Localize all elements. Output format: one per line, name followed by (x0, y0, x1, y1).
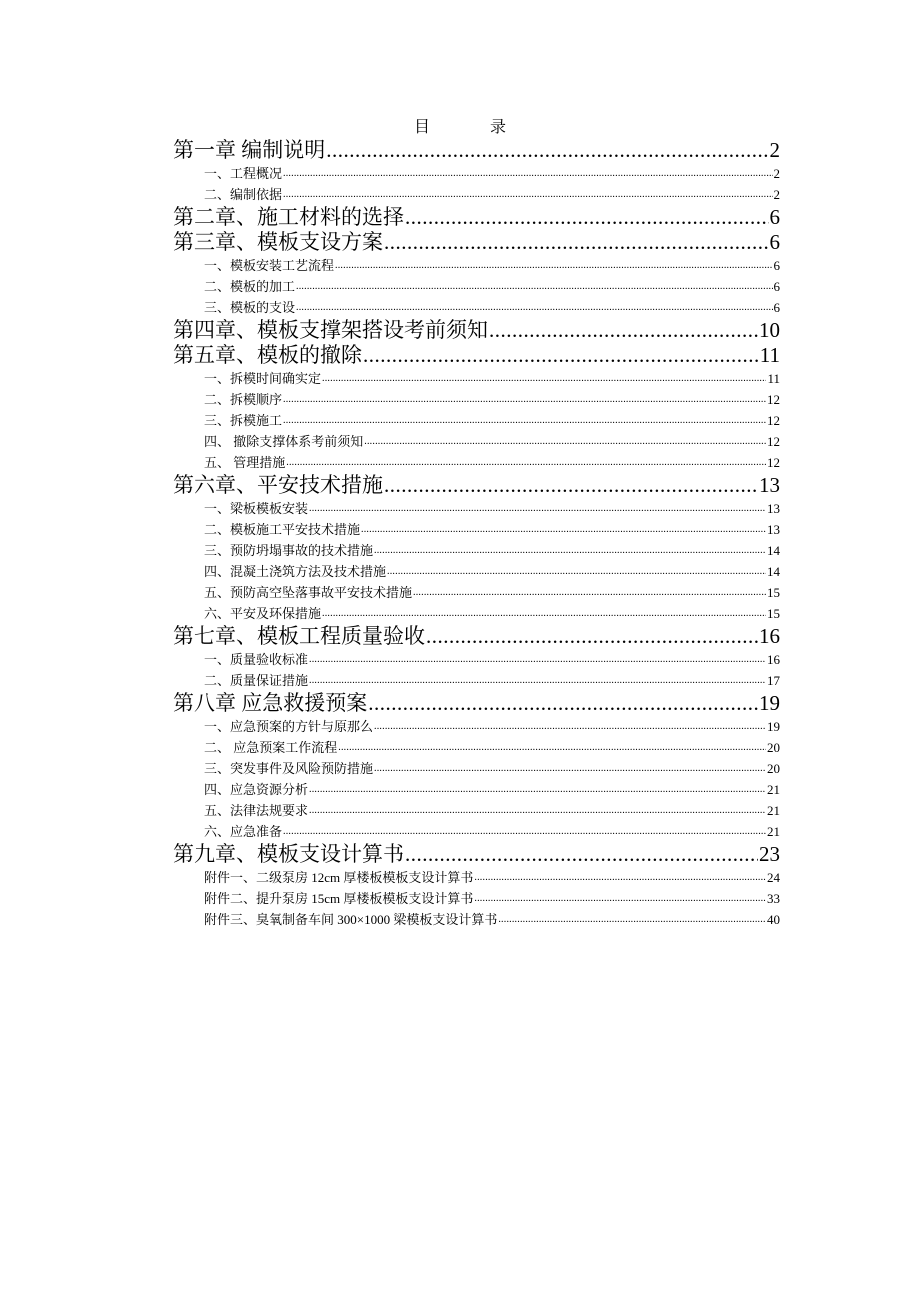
toc-page-number: 12 (767, 413, 780, 428)
toc-page-number: 12 (767, 455, 780, 470)
toc-dot-leader (426, 624, 758, 649)
toc-entry-label: 第四章、模板支撑架搭设考前须知 (173, 318, 488, 342)
toc-dot-leader (374, 540, 766, 561)
toc-entry-label: 第一章 编制说明 (173, 138, 326, 162)
toc-chapter-entry[interactable] (173, 318, 780, 343)
toc-page-number: 6 (769, 205, 780, 229)
toc-chapter-entry[interactable] (173, 205, 780, 230)
toc-entry-label: 第三章、模板支设方案 (173, 230, 383, 254)
toc-section-entry[interactable] (173, 737, 780, 758)
toc-dot-leader (309, 779, 766, 800)
toc-entry-label: 三、模板的支设 (204, 300, 296, 315)
toc-section-entry[interactable] (173, 909, 780, 930)
toc-chapter-entry[interactable] (173, 343, 780, 368)
toc-dot-leader (326, 138, 768, 163)
toc-entry-label: 三、拆模施工 (204, 413, 283, 428)
toc-dot-leader (309, 670, 766, 691)
toc-section-entry[interactable] (173, 582, 780, 603)
toc-section-entry[interactable] (173, 276, 780, 297)
toc-dot-leader (474, 867, 766, 888)
toc-dot-leader (363, 343, 759, 368)
toc-entry-label: 附件二、提升泵房 15cm 厚楼板模板支设计算书 (204, 891, 474, 906)
toc-page-number: 21 (767, 782, 780, 797)
toc-page-number: 16 (759, 624, 780, 648)
toc-dot-leader (283, 410, 766, 431)
toc-page-number: 20 (767, 761, 780, 776)
toc-entry-label: 第九章、模板支设计算书 (173, 842, 404, 866)
toc-dot-leader (405, 205, 769, 230)
toc-page-number: 13 (767, 501, 780, 516)
toc-entry-label: 二、模板的加工 (204, 279, 296, 294)
toc-entry-label: 三、预防坍塌事故的技术措施 (204, 543, 374, 558)
toc-page-number: 17 (767, 673, 780, 688)
toc-dot-leader (374, 758, 766, 779)
toc-chapter-entry[interactable] (173, 473, 780, 498)
toc-dot-leader (309, 498, 766, 519)
toc-entry-label: 二、模板施工平安技术措施 (204, 522, 361, 537)
toc-section-entry[interactable] (173, 867, 780, 888)
toc-page-number: 33 (767, 891, 780, 906)
toc-chapter-entry[interactable] (173, 842, 780, 867)
toc-chapter-entry[interactable] (173, 624, 780, 649)
toc-page-number: 16 (767, 652, 780, 667)
toc-entry-label: 五、 管理措施 (204, 455, 286, 470)
toc-dot-leader (322, 368, 766, 389)
toc-entry-label: 第八章 应急救援预案 (173, 691, 368, 715)
toc-page-number: 19 (767, 719, 780, 734)
toc-section-entry[interactable] (173, 716, 780, 737)
toc-entry-label: 一、应急预案的方针与原那么 (204, 719, 374, 734)
toc-section-entry[interactable] (173, 779, 780, 800)
toc-section-entry[interactable] (173, 431, 780, 452)
toc-page-number: 2 (773, 187, 780, 202)
toc-dot-leader (489, 318, 758, 343)
table-of-contents (173, 138, 780, 930)
toc-dot-leader (309, 800, 766, 821)
toc-entry-label: 第七章、模板工程质量验收 (173, 624, 425, 648)
toc-section-entry[interactable] (173, 561, 780, 582)
toc-entry-label: 五、法律法规要求 (204, 803, 309, 818)
toc-entry-label: 一、质量验收标准 (204, 652, 309, 667)
toc-page-number: 11 (767, 371, 780, 386)
toc-entry-label: 附件三、臭氧制备车间 300×1000 梁模板支设计算书 (204, 912, 498, 927)
toc-page-number: 11 (759, 343, 780, 367)
toc-dot-leader (498, 909, 766, 930)
toc-entry-label: 第五章、模板的撤除 (173, 343, 362, 367)
toc-page-number: 13 (759, 473, 780, 497)
toc-entry-label: 一、梁板模板安装 (204, 501, 309, 516)
toc-page-number: 12 (767, 392, 780, 407)
toc-section-entry[interactable] (173, 368, 780, 389)
toc-page-number: 10 (759, 318, 780, 342)
toc-dot-leader (283, 821, 766, 842)
toc-page-number: 40 (767, 912, 780, 927)
toc-section-entry[interactable] (173, 540, 780, 561)
toc-entry-label: 三、突发事件及风险预防措施 (204, 761, 374, 776)
toc-dot-leader (413, 582, 766, 603)
toc-dot-leader (384, 230, 769, 255)
toc-dot-leader (374, 716, 766, 737)
toc-chapter-entry[interactable] (173, 691, 780, 716)
toc-dot-leader (335, 255, 772, 276)
toc-entry-label: 六、平安及环保措施 (204, 606, 322, 621)
toc-entry-label: 第六章、平安技术措施 (173, 473, 383, 497)
toc-entry-label: 附件一、二级泵房 12cm 厚楼板模板支设计算书 (204, 870, 474, 885)
toc-section-entry[interactable] (173, 297, 780, 318)
toc-section-entry[interactable] (173, 800, 780, 821)
toc-entry-label: 二、编制依据 (204, 187, 283, 202)
toc-section-entry[interactable] (173, 821, 780, 842)
toc-page-number: 15 (767, 585, 780, 600)
toc-page-number: 2 (773, 166, 780, 181)
toc-page-number: 6 (773, 279, 780, 294)
toc-entry-label: 二、质量保证措施 (204, 673, 309, 688)
toc-page-number: 2 (769, 138, 780, 162)
toc-dot-leader (384, 473, 758, 498)
toc-section-entry[interactable] (173, 758, 780, 779)
toc-dot-leader (361, 519, 766, 540)
toc-section-entry[interactable] (173, 498, 780, 519)
toc-page-number: 21 (767, 824, 780, 839)
toc-section-entry[interactable] (173, 255, 780, 276)
toc-page-number: 20 (767, 740, 780, 755)
toc-dot-leader (364, 431, 766, 452)
toc-page-number: 6 (773, 300, 780, 315)
toc-dot-leader (338, 737, 766, 758)
toc-page-number: 21 (767, 803, 780, 818)
toc-entry-label: 二、拆模顺序 (204, 392, 283, 407)
toc-entry-label: 四、 撤除支撑体系考前须知 (204, 434, 364, 449)
toc-page-number: 19 (759, 691, 780, 715)
toc-page-number: 13 (767, 522, 780, 537)
toc-dot-leader (405, 842, 758, 867)
toc-section-entry[interactable] (173, 452, 780, 473)
toc-dot-leader (283, 184, 772, 205)
toc-section-entry[interactable] (173, 888, 780, 909)
toc-entry-label: 四、应急资源分析 (204, 782, 309, 797)
toc-section-entry[interactable] (173, 184, 780, 205)
toc-chapter-entry[interactable] (173, 230, 780, 255)
toc-entry-label: 一、模板安装工艺流程 (204, 258, 335, 273)
toc-dot-leader (368, 691, 758, 716)
toc-section-entry[interactable] (173, 519, 780, 540)
toc-entry-label: 六、应急准备 (204, 824, 283, 839)
toc-entry-label: 一、拆模时间确实定 (204, 371, 322, 386)
toc-dot-leader (296, 276, 772, 297)
toc-section-entry[interactable] (173, 410, 780, 431)
toc-page-number: 6 (773, 258, 780, 273)
toc-entry-label: 一、工程概况 (204, 166, 283, 181)
toc-page-number: 14 (767, 543, 780, 558)
toc-chapter-entry[interactable] (173, 138, 780, 163)
toc-entry-label: 第二章、施工材料的选择 (173, 205, 404, 229)
toc-entry-label: 四、混凝土浇筑方法及技术措施 (204, 564, 387, 579)
toc-dot-leader (286, 452, 766, 473)
toc-page-number: 12 (767, 434, 780, 449)
toc-page-number: 24 (767, 870, 780, 885)
toc-dot-leader (283, 389, 766, 410)
toc-dot-leader (283, 163, 772, 184)
toc-dot-leader (309, 649, 766, 670)
toc-page-number: 23 (759, 842, 780, 866)
toc-page-number: 15 (767, 606, 780, 621)
toc-dot-leader (474, 888, 766, 909)
toc-section-entry[interactable] (173, 670, 780, 691)
toc-entry-label: 五、预防高空坠落事故平安技术措施 (204, 585, 413, 600)
toc-section-entry[interactable] (173, 389, 780, 410)
toc-page-number: 14 (767, 564, 780, 579)
toc-entry-label: 二、 应急预案工作流程 (204, 740, 338, 755)
toc-section-entry[interactable] (173, 163, 780, 184)
toc-title: 目 录 (413, 119, 534, 136)
toc-section-entry[interactable] (173, 603, 780, 624)
toc-dot-leader (322, 603, 766, 624)
toc-section-entry[interactable] (173, 649, 780, 670)
toc-dot-leader (296, 297, 772, 318)
toc-page-number: 6 (769, 230, 780, 254)
toc-dot-leader (387, 561, 766, 582)
